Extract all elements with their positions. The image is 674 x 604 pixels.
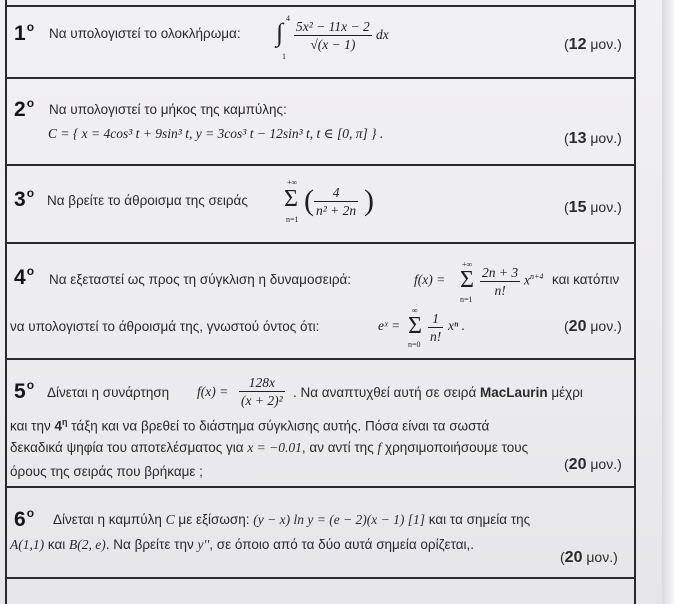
sum-upper-limit: +∞ [462, 260, 473, 269]
series-expression [284, 178, 374, 226]
points-label: (13 μον.) [564, 130, 622, 147]
problem-text: Να βρείτε το άθροισμα της σειράς [47, 193, 248, 208]
curve-parametric-equation: C = { x = 4cos³ t + 9sin³ t, y = 3cos³ t − 12sin³ t, t ∈ [0, π] } . [48, 126, 384, 141]
sum-lower-limit: n=1 [286, 215, 299, 224]
problem-text: Δίνεται η συνάρτηση [47, 385, 170, 400]
coefficient-fraction [480, 264, 520, 299]
function-denominator: (x + 2)² [241, 393, 283, 408]
frame-bottom-border [5, 577, 636, 579]
coefficient-denominator: n! [494, 283, 506, 298]
points-label: (12 μον.) [564, 36, 622, 53]
integral-lower-limit: 1 [282, 52, 286, 61]
frame-left-border [5, 0, 7, 604]
integral-upper-limit: 4 [286, 14, 290, 23]
sum-upper-limit: ∞ [412, 306, 418, 315]
function-fraction [239, 374, 285, 409]
exp-tail: xⁿ . [448, 318, 465, 333]
problem-text: Δίνεται η καμπύλη C με εξίσωση: (y − x) ln y = (e − 2)(x − 1) [1] και τα σημεία της [53, 512, 531, 527]
sum-sign: Σ [460, 267, 474, 293]
problem-number: $2^o$ [14, 96, 35, 121]
sum-upper-limit: +∞ [287, 178, 298, 187]
integrand-dx: dx [376, 27, 389, 42]
exp-denominator: n! [430, 329, 442, 344]
points-label: (20 μον.) [564, 456, 622, 473]
coefficient-numerator: 2n + 3 [482, 265, 519, 280]
integrand-numerator: 5x² − 11x − 2 [296, 19, 370, 34]
problem-number: $3^o$ [14, 186, 35, 211]
power-term: $x^{n+4}$ [524, 272, 544, 288]
series-numerator: 4 [314, 184, 358, 202]
points-label: (20 μον.) [564, 318, 622, 335]
problem-number: $5^o$ [14, 378, 35, 403]
sum-sign: Σ [284, 186, 298, 212]
right-paren: ) [364, 184, 374, 217]
divider-3-4 [5, 242, 636, 244]
series-denominator: n² + 2n [316, 203, 357, 218]
exp-numerator: 1 [428, 310, 443, 328]
exp-lhs: eˣ = [378, 318, 401, 333]
sum-lower-limit: n=1 [460, 295, 473, 304]
problem-number: $4^o$ [14, 264, 35, 289]
problem-text-line4: όρους της σειράς που βρήκαμε ; [10, 464, 203, 479]
divider-1-2 [5, 77, 636, 79]
function-lhs: f(x) = [197, 384, 229, 399]
problem-text-line2: να υπολογιστεί το άθροισμά της, γνωστού όντος ότι: [10, 319, 320, 334]
left-paren: ( [304, 184, 314, 217]
problem-text-continued: . Να αναπτυχθεί αυτή σε σειρά MacLaurin μέχρι [293, 385, 583, 400]
power-series-expression [414, 258, 554, 308]
problem-text-line2: A(1,1) και B(2, e). Να βρείτε την y'', σε όποιο από τα δύο αυτά σημεία ορίζεται,. [10, 537, 475, 552]
problem-text-line3: δεκαδικά ψηφία του αποτελέσματος για x = −0.01, αν αντί της f χρησιμοποιήσουμε τους [10, 440, 529, 455]
integral-sign: ∫ [276, 18, 284, 47]
sum-lower-limit: n=0 [408, 340, 421, 349]
function-definition [197, 370, 297, 416]
exp-term-fraction [428, 310, 443, 345]
curve-equation: (y − x) ln y = (e − 2)(x − 1) [1] [253, 512, 426, 527]
problem-number: $6^o$ [14, 506, 35, 531]
series-term-fraction [314, 184, 358, 219]
problem-text-line2: και την $4^\eta$ τάξη και να βρεθεί το διάστημα σύγκλισης αυτής. Πόσα είναι τα σωστά [10, 417, 490, 434]
function-numerator: 128x [239, 374, 285, 392]
exponential-series [378, 302, 468, 354]
problem-text-continued: και κατόπιν [552, 272, 620, 287]
problem-text: Να εξεταστεί ως προς τη σύγκλιση η δυναμοσειρά: [49, 272, 352, 287]
problem-text: Να υπολογιστεί το ολοκλήρωμα: [49, 26, 241, 41]
divider-2-3 [5, 164, 636, 166]
divider-4-5 [5, 358, 636, 360]
divider-5-6 [5, 486, 636, 488]
frame-right-border [634, 0, 636, 604]
sum-sign: Σ [408, 313, 422, 339]
problem-number: $1^o$ [14, 20, 35, 45]
integrand-fraction [294, 18, 372, 53]
page-edge-shadow [662, 0, 674, 604]
integrand-denominator: √(x − 1) [310, 37, 356, 52]
frame-top-border [5, 5, 636, 7]
problem-text: Να υπολογιστεί το μήκος της καμπύλης: [49, 102, 287, 117]
function-lhs: f(x) = [414, 272, 446, 287]
points-label: (15 μον.) [564, 199, 622, 216]
points-label: (20 μον.) [560, 549, 618, 566]
